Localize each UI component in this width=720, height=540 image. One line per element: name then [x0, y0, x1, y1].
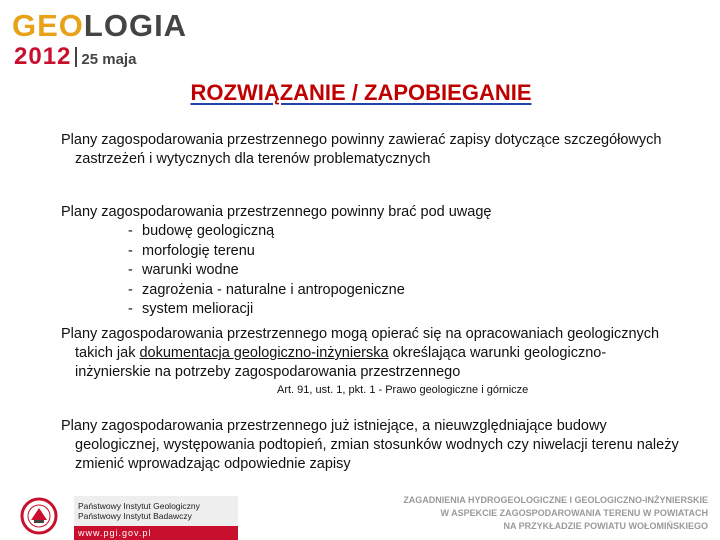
institute-name: Państwowy Instytut Geologiczny: [78, 501, 200, 511]
paragraph-4-text: już istniejące, a nieuwzględniające budowy geologicznej, występowania podtopień, zmian stosunków wodnych czy niwelacji terenu należy zmienić wprowadzając odpowiednie zapisy: [75, 418, 679, 472]
list-item: - budowę geologiczną: [128, 223, 275, 239]
paragraph-4-lead: Plany zagospodarowania przestrzennego: [61, 418, 328, 434]
paragraph-2: [61, 203, 491, 222]
list-item: - warunki wodne: [128, 262, 239, 278]
pgi-seal-icon: [20, 496, 58, 536]
paragraph-3-lead: Plany zagospodarowania przestrzennego: [61, 326, 328, 342]
slide-title: [0, 80, 720, 106]
paragraph-2-lead: Plany zagospodarowania przestrzennego: [61, 204, 328, 220]
institute-url[interactable]: www.pgi.gov.pl: [74, 526, 238, 540]
logo-logia-text: LOGIA: [83, 8, 188, 43]
legal-reference: Art. 91, ust. 1, pkt. 1 - Prawo geologiczne i górnicze: [277, 384, 529, 396]
project-title: ZAGADNIENIA HYDROGEOLOGICZNE I GEOLOGICZNO-INŻYNIERSKIE W ASPEKCIE ZAGOSPODAROWANIA TERENU W POWIATACH NA PRZYKŁADZIE POWIATU WOŁOMIŃSKIEGO: [403, 495, 708, 531]
logo-geo-text: GEO: [12, 8, 84, 43]
list-item: - zagrożenia - naturalne i antropogeniczne: [128, 281, 405, 298]
documentation-link-text: dokumentacja geologiczno-inżynierska: [139, 345, 389, 361]
list-item: - system melioracji: [128, 301, 254, 317]
list-item: - morfologię terenu: [128, 242, 255, 259]
considerations-list: [128, 222, 405, 320]
slide-title-text: ROZWIĄZANIE / ZAPOBIEGANIE: [190, 80, 532, 105]
logo-year: 2012: [14, 43, 72, 70]
paragraph-1-text: powinny zawierać zapisy dotyczące szczegółowych zastrzeżeń i wytycznych dla terenów problematycznych: [75, 132, 662, 167]
institute-box: [74, 496, 238, 540]
logo-date: 25 maja: [81, 51, 137, 68]
paragraph-1-lead: Plany zagospodarowania przestrzennego: [61, 132, 328, 148]
institute-subname: Państwowy Instytut Badawczy: [78, 511, 192, 521]
paragraph-2-text: powinny brać pod uwagę: [327, 204, 492, 220]
logo-divider: [75, 47, 77, 67]
paragraph-1: [61, 131, 681, 169]
paragraph-3: Plany zagospodarowania przestrzennego mogą opierać się na opracowaniach geologicznych takich jak dokumentacja geologiczno-inżynierska określająca warunki geologiczno-inżynierskie na potrzeby zagospodarowania przestrzennego: [61, 326, 660, 380]
geologia-logo: [12, 10, 192, 68]
paragraph-4: [61, 417, 681, 474]
